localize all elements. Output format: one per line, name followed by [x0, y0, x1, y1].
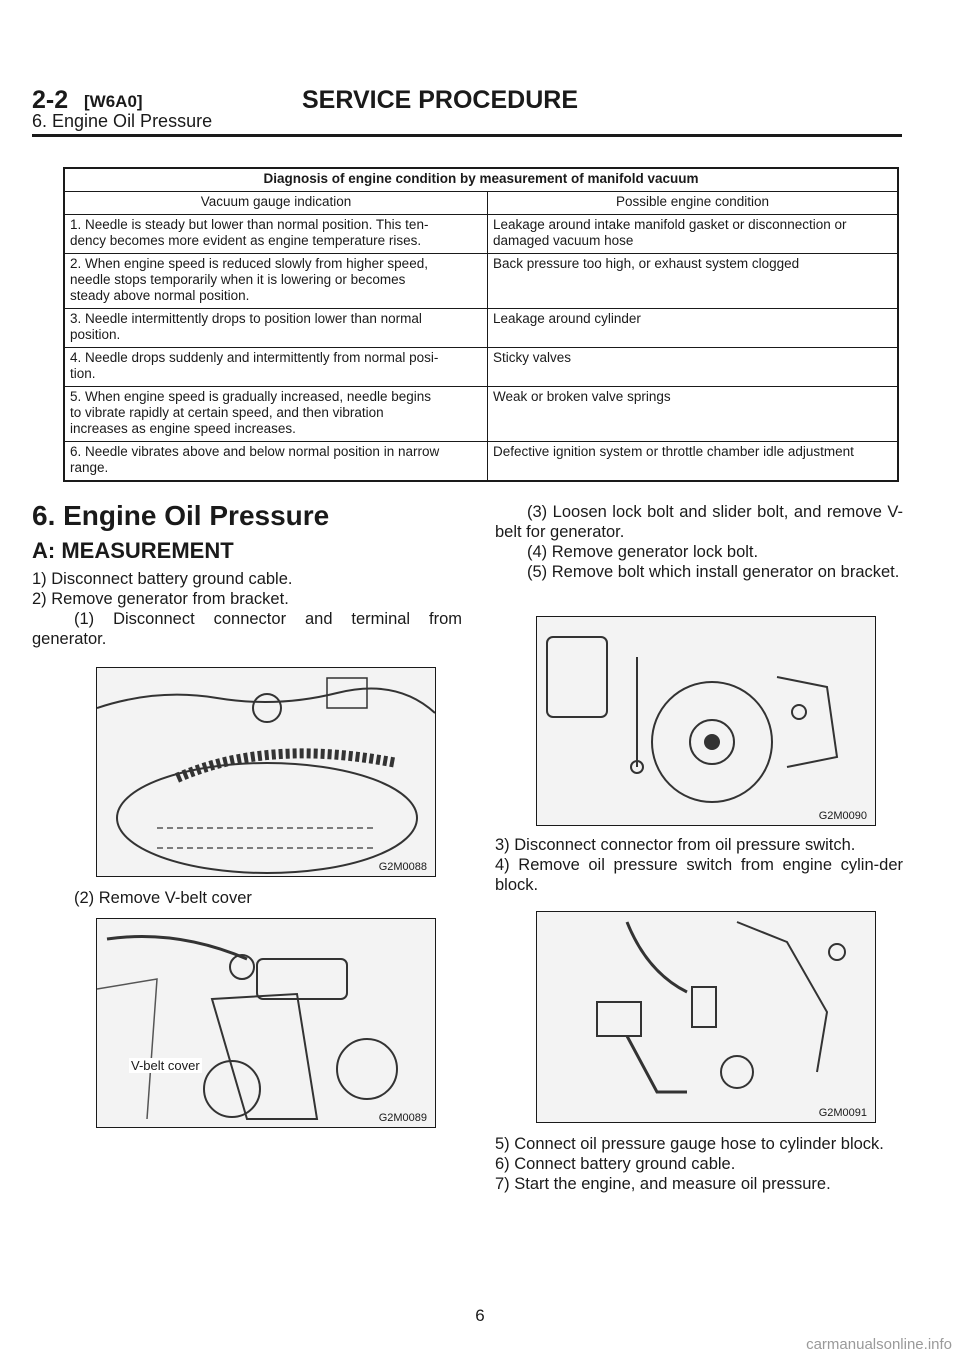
table-row	[64, 254, 898, 309]
v-belt-cover-illustration	[97, 919, 435, 1127]
left-column-steps	[32, 569, 462, 649]
engine-condition: Back pressure too high, or exhaust system clogged	[488, 254, 899, 309]
page-number: 6	[475, 1306, 485, 1325]
step-1: 1) Disconnect battery ground cable.	[32, 570, 293, 588]
step-5: 5) Connect oil pressure gauge hose to cylinder block.	[495, 1135, 884, 1153]
gauge-indication: 3. Needle intermittently drops to position lower than normal position.	[64, 309, 488, 348]
engine-condition: Defective ignition system or throttle chamber idle adjustment	[488, 442, 899, 482]
generator-lock-bolt-illustration	[537, 617, 875, 825]
gauge-indication: 6. Needle vibrates above and below normal position in narrow range.	[64, 442, 488, 482]
header-rule	[32, 134, 902, 137]
document-id: [W6A0]	[84, 92, 143, 111]
table-row	[64, 348, 898, 387]
step-2-1: (1) Disconnect connector and terminal from generator.	[32, 610, 462, 648]
watermark: carmanualsonline.info	[806, 1336, 952, 1353]
figure-g2m0088	[96, 667, 436, 877]
diagnosis-table	[63, 167, 899, 482]
step-2-3: (3) Loosen lock bolt and slider bolt, and remove V-belt for generator.	[495, 503, 903, 541]
table-row	[64, 215, 898, 254]
oil-pressure-switch-illustration	[537, 912, 875, 1122]
table-caption: Diagnosis of engine condition by measurement of manifold vacuum	[64, 168, 898, 192]
header-title: SERVICE PROCEDURE	[302, 86, 578, 114]
step-3: 3) Disconnect connector from oil pressure switch.	[495, 836, 856, 854]
section-title: 6. Engine Oil Pressure	[32, 500, 330, 531]
header-subtitle: 6. Engine Oil Pressure	[32, 111, 213, 131]
figure-code: G2M0090	[818, 810, 867, 822]
gauge-indication: 1. Needle is steady but lower than normal position. This ten- dency becomes more evident as engine temperature rises.	[64, 215, 488, 254]
steps-3-4	[495, 835, 903, 895]
steps-5-7	[495, 1134, 903, 1194]
figure-g2m0089	[96, 918, 436, 1128]
table-row	[64, 387, 898, 442]
engine-condition: Sticky valves	[488, 348, 899, 387]
engine-condition: Leakage around cylinder	[488, 309, 899, 348]
step-6: 6) Connect battery ground cable.	[495, 1155, 736, 1173]
engine-condition: Leakage around intake manifold gasket or disconnection or damaged vacuum hose	[488, 215, 899, 254]
figure-code: G2M0089	[378, 1112, 427, 1124]
engine-condition: Weak or broken valve springs	[488, 387, 899, 442]
v-belt-cover-label: V-belt cover	[131, 1058, 200, 1073]
step-7: 7) Start the engine, and measure oil pressure.	[495, 1175, 831, 1193]
gauge-indication: 2. When engine speed is reduced slowly from higher speed, needle stops temporarily when it is lowering or becomes steady above normal position.	[64, 254, 488, 309]
table-header-condition: Possible engine condition	[488, 192, 899, 215]
gauge-indication: 5. When engine speed is gradually increased, needle begins to vibrate rapidly at certain speed, and then vibration increases as engine speed increases.	[64, 387, 488, 442]
gauge-indication: 4. Needle drops suddenly and intermittently from normal posi- tion.	[64, 348, 488, 387]
section-code: 2-2	[32, 86, 69, 114]
right-column-steps	[495, 502, 903, 582]
figure-g2m0091	[536, 911, 876, 1123]
figure-code: G2M0091	[818, 1107, 867, 1119]
figure-code: G2M0088	[378, 861, 427, 873]
figure-g2m0090	[536, 616, 876, 826]
step-2-4: (4) Remove generator lock bolt.	[527, 543, 759, 561]
step-2-5: (5) Remove bolt which install generator on bracket.	[527, 563, 900, 581]
subsection-title: A: MEASUREMENT	[32, 538, 234, 563]
table-header-gauge: Vacuum gauge indication	[64, 192, 488, 215]
table-row	[64, 309, 898, 348]
step-4: 4) Remove oil pressure switch from engine cylin-der block.	[495, 856, 903, 894]
generator-connector-illustration	[97, 668, 435, 876]
table-row	[64, 442, 898, 482]
step-2: 2) Remove generator from bracket.	[32, 590, 289, 608]
step-2-2: (2) Remove V-belt cover	[74, 889, 252, 907]
step-2-2-block	[74, 888, 454, 908]
